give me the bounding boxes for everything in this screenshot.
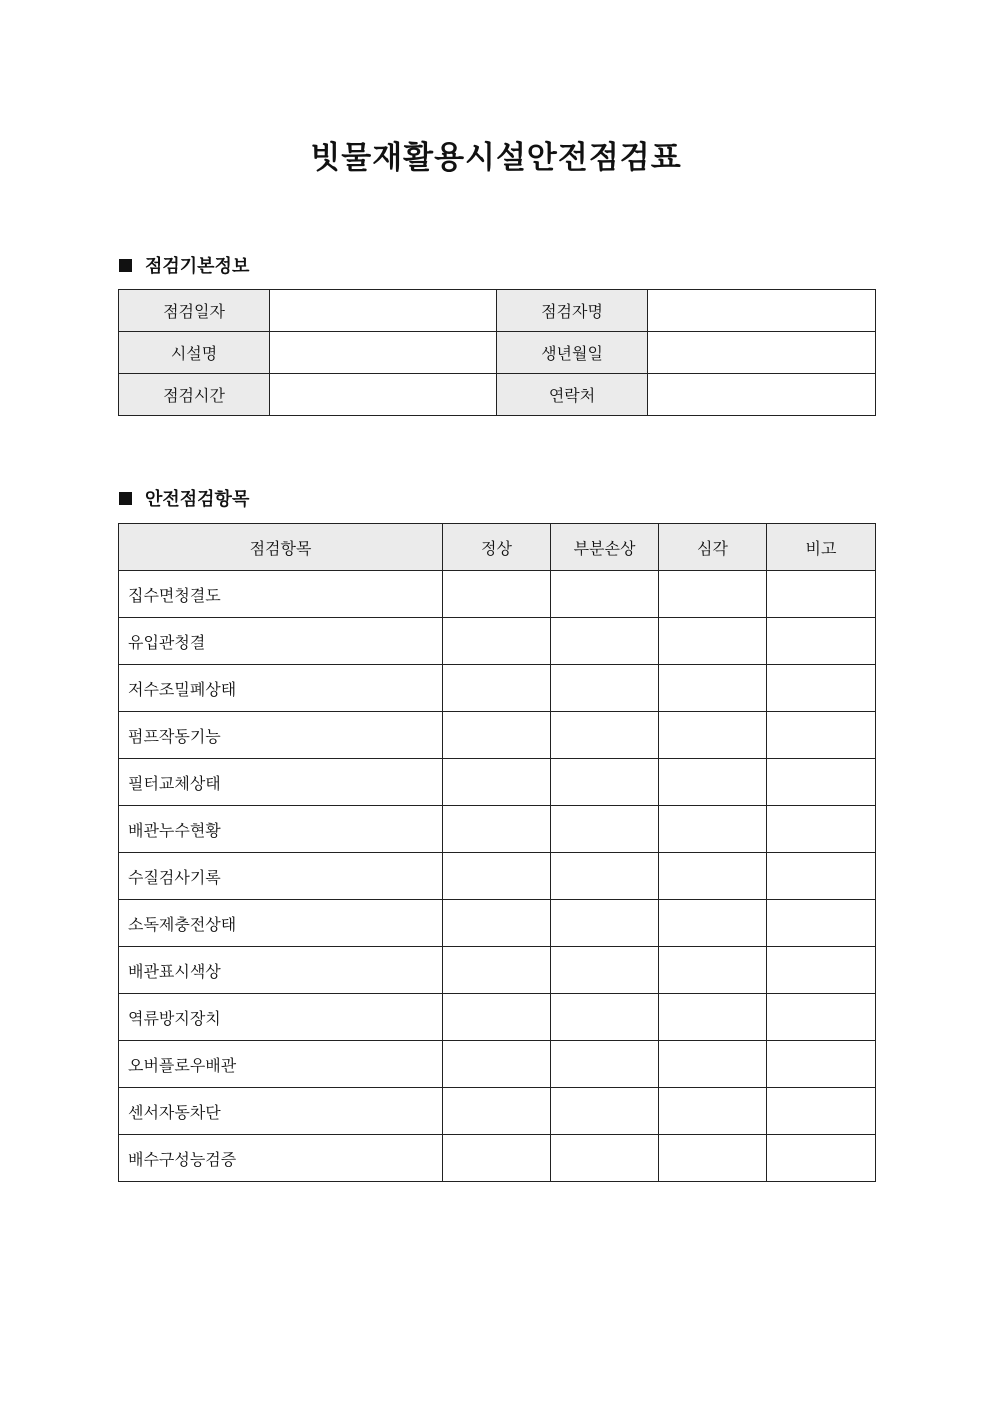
severe-check-cell[interactable] xyxy=(659,900,767,947)
partial-damage-check-cell[interactable] xyxy=(551,1088,659,1135)
inspection-item-label: 배관표시색상 xyxy=(119,947,443,994)
normal-check-cell[interactable] xyxy=(443,1135,551,1182)
table-row xyxy=(119,1041,876,1088)
normal-check-cell[interactable] xyxy=(443,1041,551,1088)
table-row xyxy=(119,853,876,900)
inspection-item-label: 배관누수현황 xyxy=(119,806,443,853)
square-bullet-icon xyxy=(119,259,132,272)
inspection-date-field[interactable] xyxy=(270,290,497,332)
contact-field[interactable] xyxy=(648,374,876,416)
remarks-cell[interactable] xyxy=(767,1088,876,1135)
table-row xyxy=(119,900,876,947)
field-label: 연락처 xyxy=(497,374,648,416)
section-heading-basic-info xyxy=(119,252,249,278)
severe-check-cell[interactable] xyxy=(659,1088,767,1135)
field-label: 점검일자 xyxy=(119,290,270,332)
section-heading-label: 안전점검항목 xyxy=(145,489,250,510)
table-row xyxy=(119,1135,876,1182)
severe-check-cell[interactable] xyxy=(659,1041,767,1088)
inspection-item-label: 집수면청결도 xyxy=(119,571,443,618)
severe-check-cell[interactable] xyxy=(659,853,767,900)
partial-damage-check-cell[interactable] xyxy=(551,947,659,994)
section-heading-inspection-items xyxy=(119,485,249,511)
partial-damage-check-cell[interactable] xyxy=(551,571,659,618)
inspection-item-label: 배수구성능검증 xyxy=(119,1135,443,1182)
remarks-cell[interactable] xyxy=(767,900,876,947)
column-header-item: 점검항목 xyxy=(119,524,443,571)
inspection-item-label: 센서자동차단 xyxy=(119,1088,443,1135)
table-row xyxy=(119,665,876,712)
severe-check-cell[interactable] xyxy=(659,665,767,712)
severe-check-cell[interactable] xyxy=(659,806,767,853)
normal-check-cell[interactable] xyxy=(443,947,551,994)
table-row xyxy=(119,947,876,994)
table-header-row xyxy=(119,524,876,571)
partial-damage-check-cell[interactable] xyxy=(551,1135,659,1182)
remarks-cell[interactable] xyxy=(767,1041,876,1088)
remarks-cell[interactable] xyxy=(767,665,876,712)
normal-check-cell[interactable] xyxy=(443,618,551,665)
inspection-time-field[interactable] xyxy=(270,374,497,416)
field-label: 생년월일 xyxy=(497,332,648,374)
remarks-cell[interactable] xyxy=(767,571,876,618)
partial-damage-check-cell[interactable] xyxy=(551,665,659,712)
table-row xyxy=(119,618,876,665)
basic-info-row xyxy=(119,374,876,416)
remarks-cell[interactable] xyxy=(767,947,876,994)
basic-info-row xyxy=(119,290,876,332)
basic-info-table xyxy=(118,289,876,416)
field-label: 시설명 xyxy=(119,332,270,374)
remarks-cell[interactable] xyxy=(767,853,876,900)
inspection-item-label: 수질검사기록 xyxy=(119,853,443,900)
severe-check-cell[interactable] xyxy=(659,759,767,806)
table-row xyxy=(119,806,876,853)
normal-check-cell[interactable] xyxy=(443,665,551,712)
column-header-partial-damage: 부분손상 xyxy=(551,524,659,571)
remarks-cell[interactable] xyxy=(767,618,876,665)
normal-check-cell[interactable] xyxy=(443,994,551,1041)
normal-check-cell[interactable] xyxy=(443,571,551,618)
severe-check-cell[interactable] xyxy=(659,571,767,618)
facility-name-field[interactable] xyxy=(270,332,497,374)
inspection-items-table xyxy=(118,523,876,1182)
remarks-cell[interactable] xyxy=(767,759,876,806)
severe-check-cell[interactable] xyxy=(659,712,767,759)
normal-check-cell[interactable] xyxy=(443,806,551,853)
remarks-cell[interactable] xyxy=(767,1135,876,1182)
square-bullet-icon xyxy=(119,492,132,505)
normal-check-cell[interactable] xyxy=(443,900,551,947)
inspection-item-label: 소독제충전상태 xyxy=(119,900,443,947)
partial-damage-check-cell[interactable] xyxy=(551,853,659,900)
section-heading-label: 점검기본정보 xyxy=(145,256,250,277)
table-row xyxy=(119,712,876,759)
remarks-cell[interactable] xyxy=(767,806,876,853)
normal-check-cell[interactable] xyxy=(443,1088,551,1135)
severe-check-cell[interactable] xyxy=(659,618,767,665)
partial-damage-check-cell[interactable] xyxy=(551,618,659,665)
partial-damage-check-cell[interactable] xyxy=(551,806,659,853)
normal-check-cell[interactable] xyxy=(443,759,551,806)
inspection-item-label: 오버플로우배관 xyxy=(119,1041,443,1088)
birth-date-field[interactable] xyxy=(648,332,876,374)
partial-damage-check-cell[interactable] xyxy=(551,759,659,806)
inspection-item-label: 필터교체상태 xyxy=(119,759,443,806)
inspection-item-label: 펌프작동기능 xyxy=(119,712,443,759)
column-header-remarks: 비고 xyxy=(767,524,876,571)
inspection-items-body xyxy=(119,571,876,1182)
inspection-item-label: 유입관청결 xyxy=(119,618,443,665)
inspector-name-field[interactable] xyxy=(648,290,876,332)
severe-check-cell[interactable] xyxy=(659,1135,767,1182)
partial-damage-check-cell[interactable] xyxy=(551,712,659,759)
field-label: 점검자명 xyxy=(497,290,648,332)
remarks-cell[interactable] xyxy=(767,712,876,759)
inspection-item-label: 저수조밀폐상태 xyxy=(119,665,443,712)
column-header-normal: 정상 xyxy=(443,524,551,571)
basic-info-row xyxy=(119,332,876,374)
severe-check-cell[interactable] xyxy=(659,947,767,994)
remarks-cell[interactable] xyxy=(767,994,876,1041)
partial-damage-check-cell[interactable] xyxy=(551,1041,659,1088)
partial-damage-check-cell[interactable] xyxy=(551,900,659,947)
normal-check-cell[interactable] xyxy=(443,853,551,900)
column-header-severe: 심각 xyxy=(659,524,767,571)
inspection-item-label: 역류방지장치 xyxy=(119,994,443,1041)
field-label: 점검시간 xyxy=(119,374,270,416)
table-row xyxy=(119,994,876,1041)
document-title: 빗물재활용시설안전점검표 xyxy=(310,140,682,176)
table-row xyxy=(119,1088,876,1135)
table-row xyxy=(119,759,876,806)
partial-damage-check-cell[interactable] xyxy=(551,994,659,1041)
normal-check-cell[interactable] xyxy=(443,712,551,759)
table-row xyxy=(119,571,876,618)
severe-check-cell[interactable] xyxy=(659,994,767,1041)
